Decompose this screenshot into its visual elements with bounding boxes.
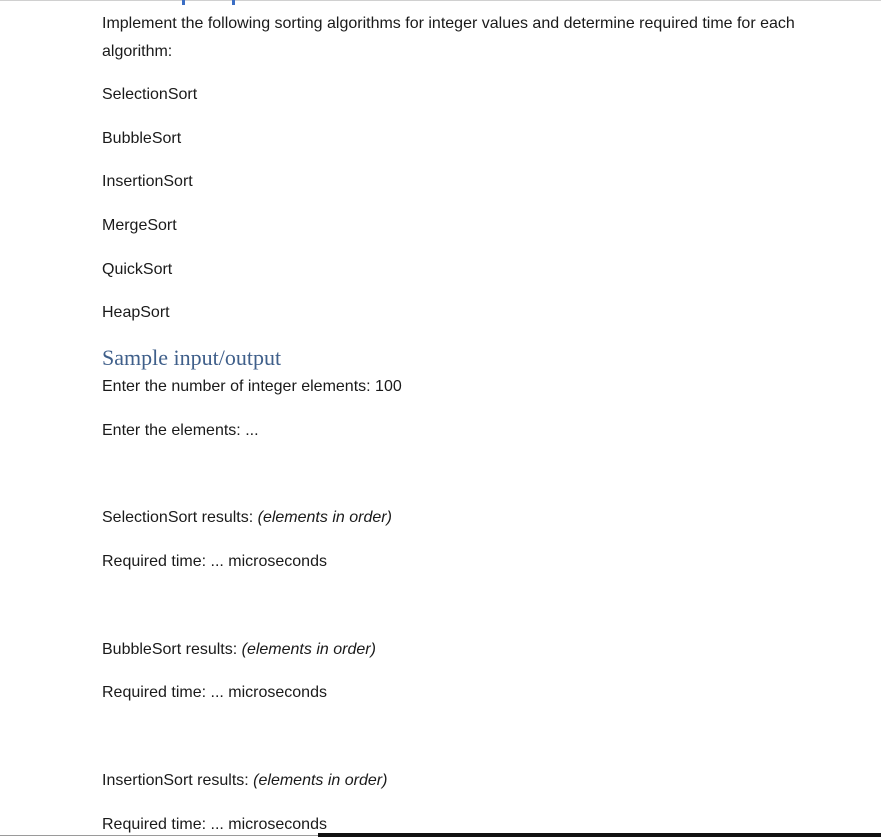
page-bottom-border xyxy=(0,835,318,836)
result-note: (elements in order) xyxy=(253,772,388,789)
result-line-insertionsort xyxy=(102,771,387,791)
result-line-selectionsort xyxy=(102,508,392,528)
count-prompt-line: Enter the number of integer elements: 100 xyxy=(102,378,402,395)
page-bottom-ruler xyxy=(318,833,881,837)
algorithm-item: SelectionSort xyxy=(102,86,198,103)
page-top-border xyxy=(0,0,881,1)
result-label: BubbleSort results: xyxy=(102,641,242,658)
intro-line-2: algorithm: xyxy=(102,43,173,60)
result-line-bubblesort xyxy=(102,640,376,660)
algorithm-item: HeapSort xyxy=(102,304,170,321)
result-note: (elements in order) xyxy=(241,641,376,658)
result-note: (elements in order) xyxy=(257,509,392,526)
result-label: SelectionSort results: xyxy=(102,509,258,526)
intro-line-1: Implement the following sorting algorithms for integer values and determine required time for each xyxy=(102,15,795,32)
time-line-insertionsort: Required time: ... microseconds xyxy=(102,816,327,833)
time-line-bubblesort: Required time: ... microseconds xyxy=(102,684,327,701)
algorithm-item: BubbleSort xyxy=(102,130,182,147)
elements-prompt-line: Enter the elements: ... xyxy=(102,422,259,439)
sample-heading: Sample input/output xyxy=(102,345,282,370)
cropped-heading-fragment xyxy=(180,0,240,5)
algorithm-item: InsertionSort xyxy=(102,173,193,190)
algorithm-item: QuickSort xyxy=(102,261,173,278)
result-label: InsertionSort results: xyxy=(102,772,254,789)
time-line-selectionsort: Required time: ... microseconds xyxy=(102,553,327,570)
algorithm-item: MergeSort xyxy=(102,217,177,234)
